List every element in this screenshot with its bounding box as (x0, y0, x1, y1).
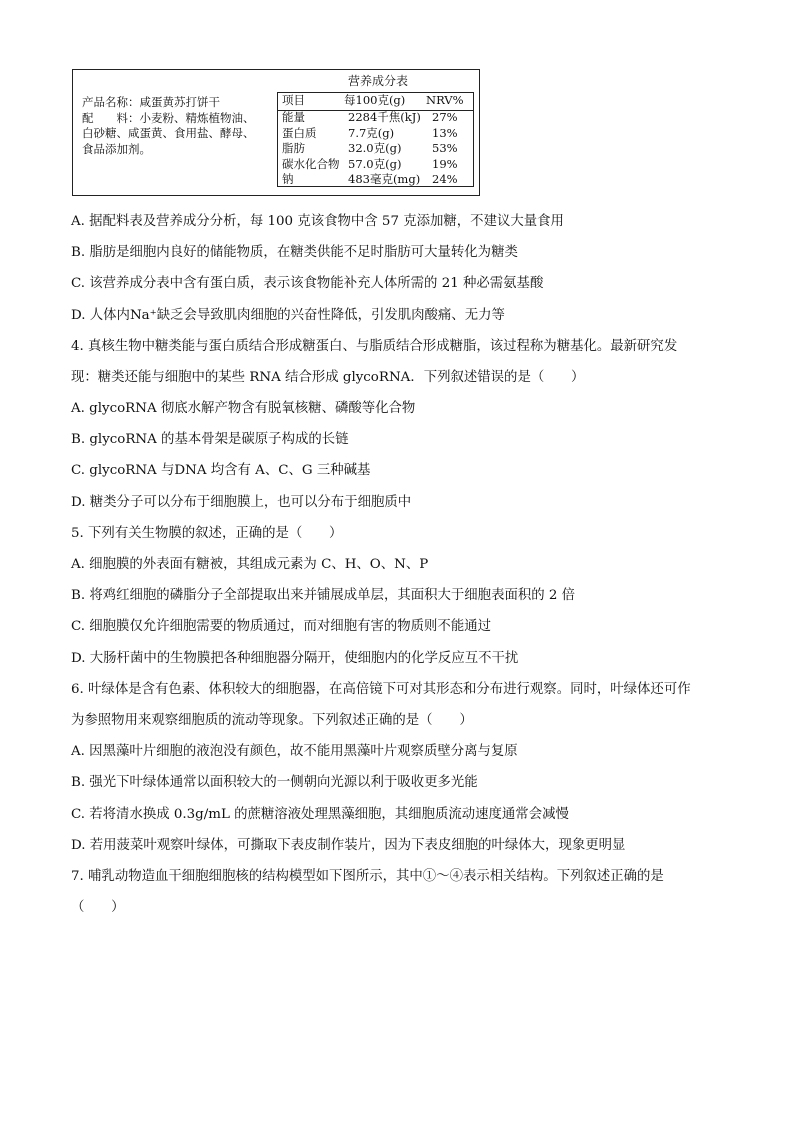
cell-nrv: 24% (432, 172, 458, 186)
option-line: A. glycoRNA 彻底水解产物含有脱氧核糖、磷酸等化合物 (71, 401, 416, 416)
option-line: A. 因黑藻叶片细胞的液泡没有颜色，故不能用黑藻叶片观察质壁分离与复原 (71, 744, 518, 759)
table-row (278, 110, 473, 126)
ingredients-line: 白砂糖、咸蛋黄、食用盐、酵母、 (82, 126, 255, 140)
cell-item: 碳水化合物 (282, 156, 340, 171)
table-row (278, 141, 473, 157)
option-line: D. 若用菠菜叶观察叶绿体，可撕取下表皮制作装片，因为下表皮细胞的叶绿体大，现象更明显 (71, 838, 626, 853)
option-line: D. 大肠杆菌中的生物膜把各种细胞器分隔开，使细胞内的化学反应互不干扰 (71, 651, 519, 666)
option-line: D. 人体内Na⁺缺乏会导致肌肉细胞的兴奋性降低，引发肌肉酸痛、无力等 (71, 308, 505, 323)
option-line: B. 强光下叶绿体通常以面积较大的一侧朝向光源以利于吸收更多光能 (71, 775, 478, 790)
question-stem: 5. 下列有关生物膜的叙述，正确的是（ ） (71, 526, 343, 541)
cell-amount: 32.0克(g) (348, 141, 402, 155)
option-line: C. 若将清水换成 0.3g/mL 的蔗糖溶液处理黑藻细胞，其细胞质流动速度通常会减慢 (71, 807, 569, 822)
cell-nrv: 13% (432, 125, 458, 140)
header-item: 项目 (282, 93, 305, 107)
header-nrv: NRV% (426, 93, 464, 107)
option-line: A. 据配料表及营养成分分析，每 100 克该食物中含 57 克添加糖，不建议大量食用 (71, 214, 564, 229)
cell-nrv: 27% (432, 110, 458, 124)
cell-amount: 7.7克(g) (348, 125, 395, 140)
ingredients-line: 食品添加剂。 (82, 141, 151, 156)
food-label-box (72, 69, 480, 196)
option-line: D. 糖类分子可以分布于细胞膜上，也可以分布于细胞质中 (71, 495, 412, 510)
cell-item: 能量 (282, 110, 305, 124)
cell-item: 脂肪 (282, 141, 305, 155)
nutrition-table-header (278, 93, 473, 111)
option-line: B. 将鸡红细胞的磷脂分子全部提取出来并铺展成单层，其面积大于细胞表面积的 2 倍 (71, 588, 576, 603)
cell-item: 钠 (282, 172, 294, 186)
cell-nrv: 19% (432, 156, 458, 171)
cell-amount: 483毫克(mg) (348, 172, 421, 186)
cell-amount: 57.0克(g) (348, 156, 402, 171)
question-stem: 7. 哺乳动物造血干细胞细胞核的结构模型如下图所示，其中①～④表示相关结构。下列叙述正确的是 (71, 869, 664, 884)
option-line: B. 脂肪是细胞内良好的储能物质，在糖类供能不足时脂肪可大量转化为糖类 (71, 245, 518, 260)
cell-item: 蛋白质 (282, 125, 317, 140)
cell-nrv: 53% (432, 141, 458, 155)
nutrition-table (277, 92, 474, 187)
option-line: C. glycoRNA 与DNA 均含有 A、C、G 三种碱基 (71, 463, 371, 478)
product-name: 产品名称：咸蛋黄苏打饼干 (82, 95, 220, 109)
question-stem: 4. 真核生物中糖类能与蛋白质结合形成糖蛋白、与脂质结合形成糖脂，该过程称为糖基化。最新研究发 (71, 339, 678, 354)
option-line: C. 细胞膜仅允许细胞需要的物质通过，而对细胞有害的物质则不能通过 (71, 619, 491, 634)
table-row (278, 126, 473, 142)
table-row (278, 172, 473, 188)
table-row (278, 157, 473, 173)
cell-amount: 2284千焦(kJ) (348, 110, 421, 124)
header-per100g: 每100克(g) (344, 93, 406, 107)
option-line: C. 该营养成分表中含有蛋白质，表示该食物能补充人体所需的 21 种必需氨基酸 (71, 276, 544, 291)
option-line: B. glycoRNA 的基本骨架是碳原子构成的长链 (71, 432, 349, 447)
ingredients-line: 配 料：小麦粉、精炼植物油、 (82, 110, 255, 125)
question-stem: 为参照物用来观察细胞质的流动等现象。下列叙述正确的是（ ） (71, 713, 473, 728)
nutrition-table-title: 营养成分表 (347, 74, 408, 88)
question-stem: 6. 叶绿体是含有色素、体积较大的细胞器，在高倍镜下可对其形态和分布进行观察。同时，叶绿体还可作 (71, 682, 691, 697)
product-info (82, 95, 274, 157)
question-stem: （ ） (71, 900, 125, 915)
option-line: A. 细胞膜的外表面有糖被，其组成元素为 C、H、O、N、P (71, 557, 429, 572)
question-stem: 现：糖类还能与细胞中的某些 RNA 结合形成 glycoRNA．下列叙述错误的是（ ） (71, 370, 585, 385)
